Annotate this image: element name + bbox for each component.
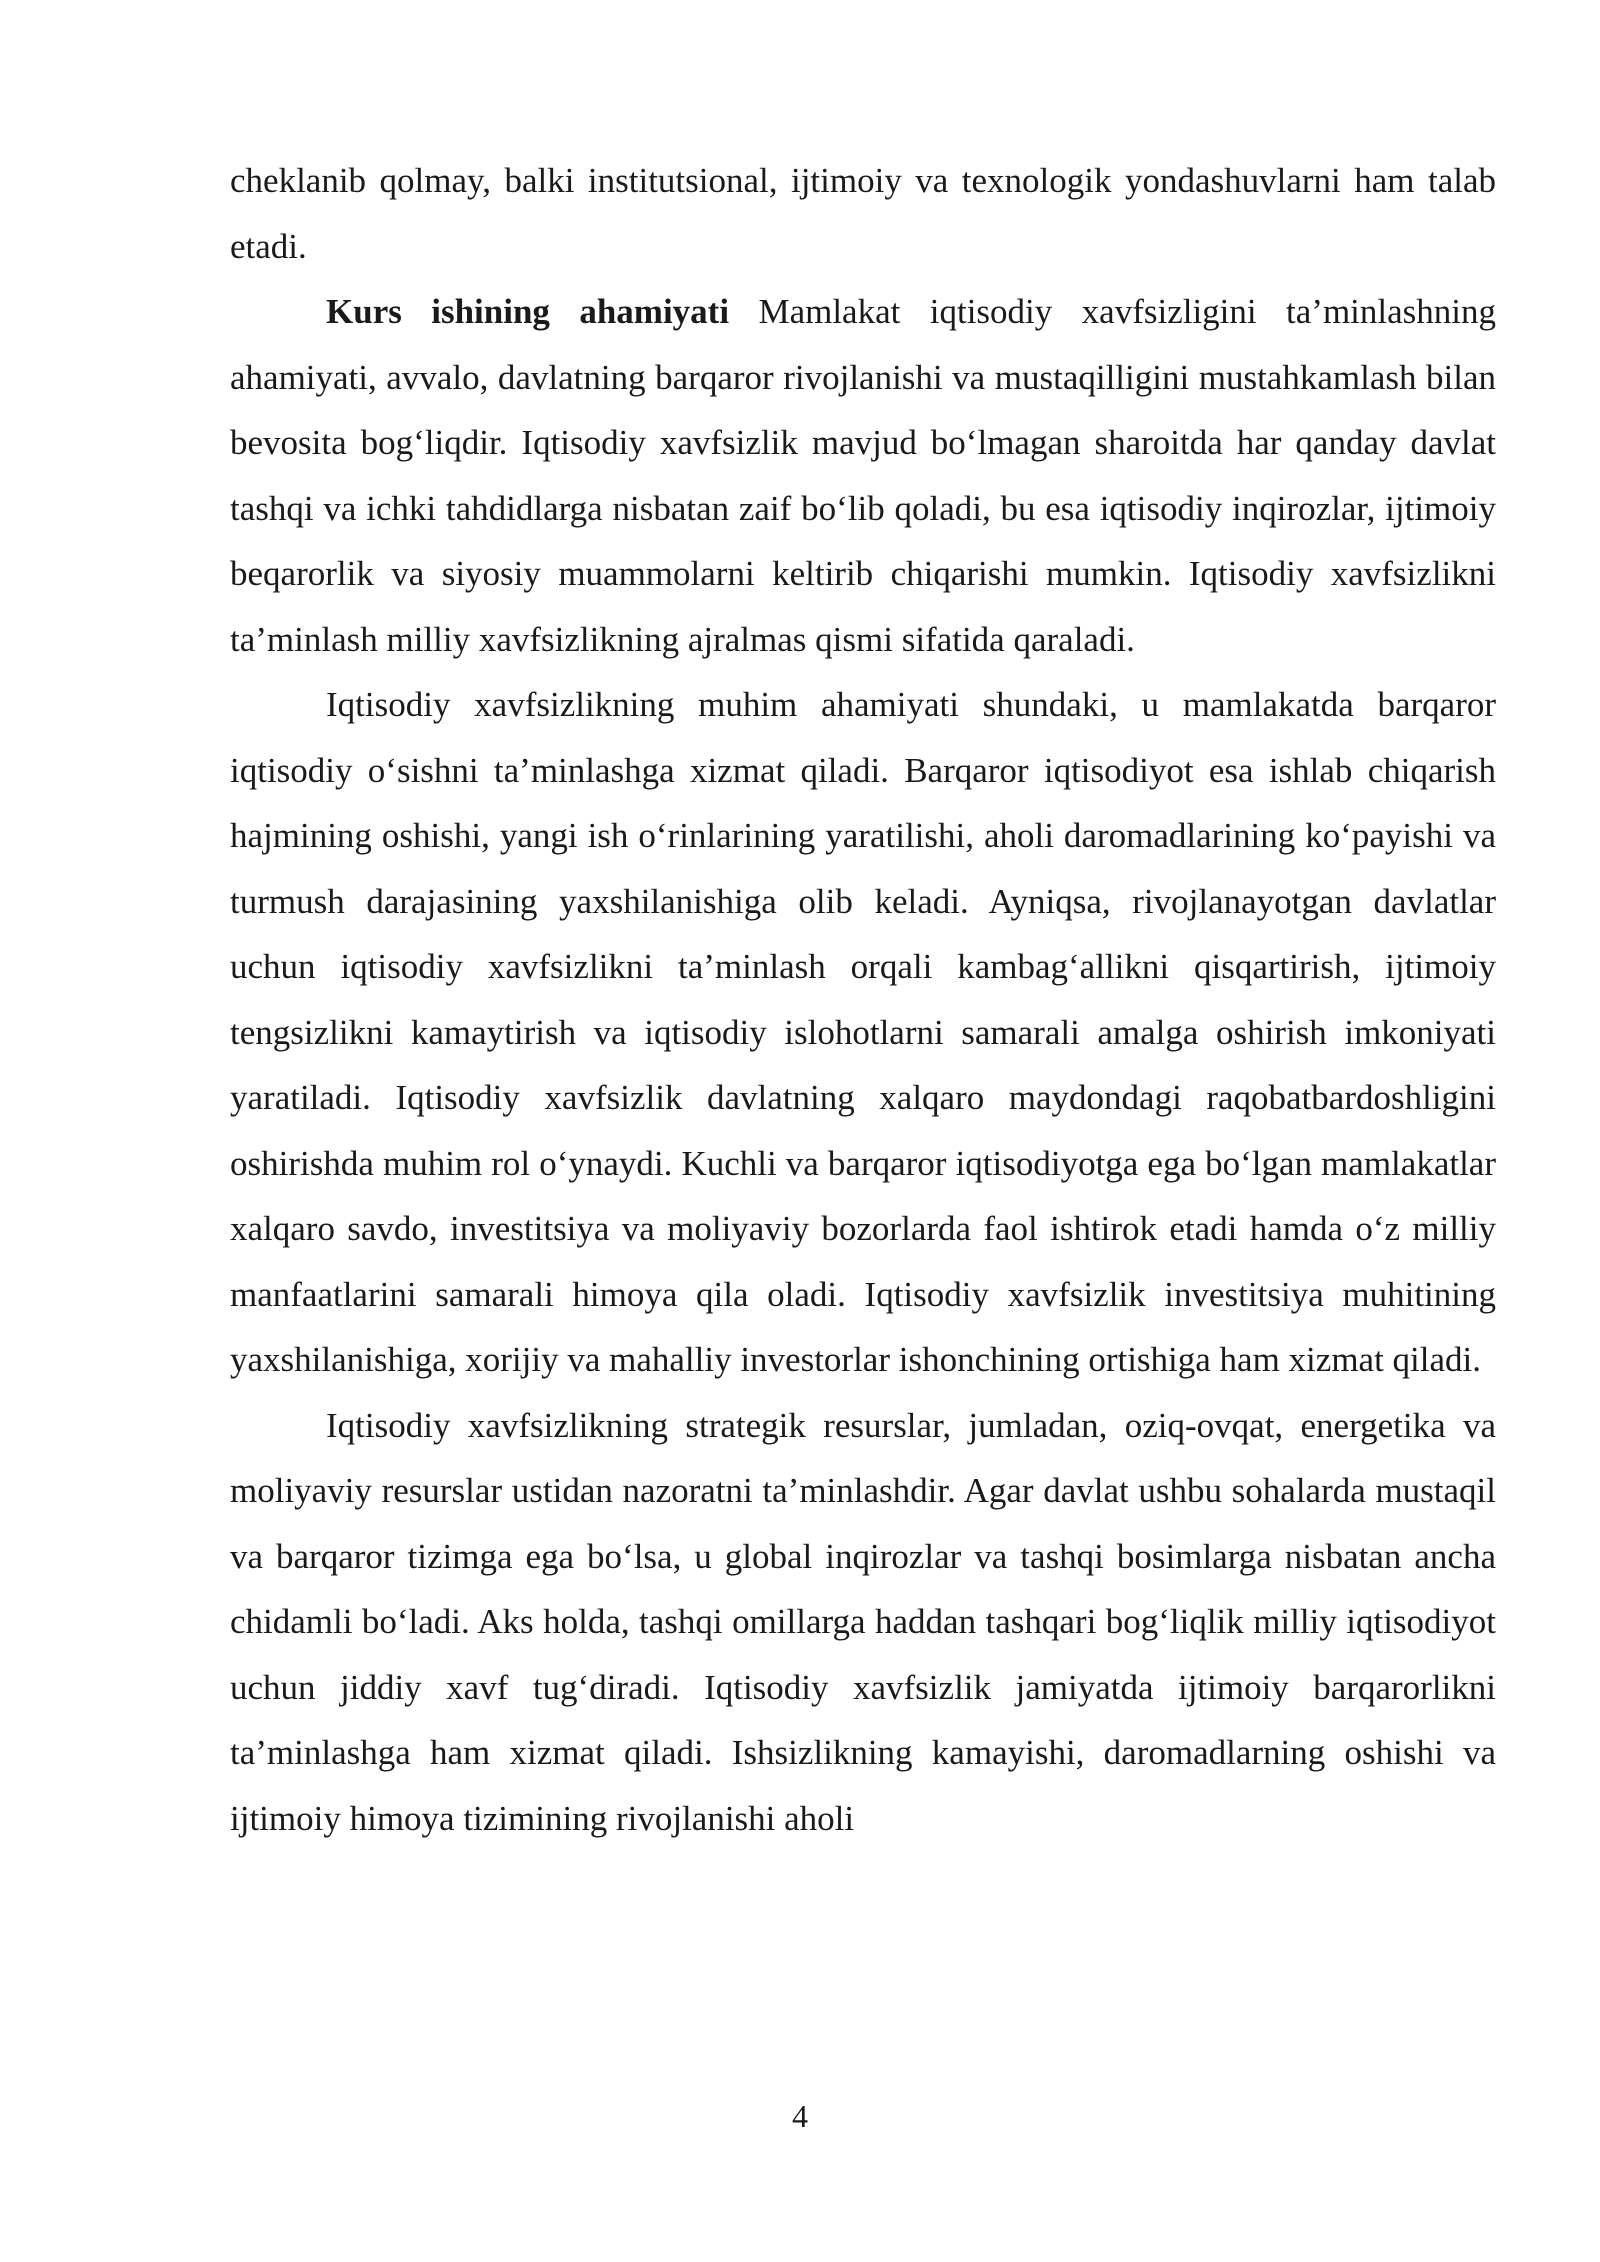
paragraph-continuation: [230, 148, 1496, 279]
paragraph-text: Iqtisodiy xavfsizlikning muhim ahamiyati shundaki, u mamlakatda barqaror iqtisodiy o‘sishni ta’minlashga xizmat qiladi. Barqaror iqtisodiyot esa ishlab chiqarish hajmining oshishi, yangi ish o‘rinlarining yaratilishi, aholi daromadlarining ko‘payishi va turmush darajasining yaxshilanishiga olib keladi. Ayniqsa, rivojlanayotgan davlatlar uchun iqtisodiy xavfsizlikni ta’minlash orqali kambag‘allikni qisqartirish, ijtimoiy tengsizlikni kamaytirish va iqtisodiy islohotlarni samarali amalga oshirish imkoniyati yaratiladi. Iqtisodiy xavfsizlik davlatning xalqaro maydondagi raqobatbardoshligini oshirishda muhim rol o‘ynaydi. Kuchli va barqaror iqtisodiyotga ega bo‘lgan mamlakatlar xalqaro savdo, investitsiya va moliyaviy bozorlarda faol ishtirok etadi hamda o‘z milliy manfaatlarini samarali himoya qila oladi. Iqtisodiy xavfsizlik investitsiya muhitining yaxshilanishiga, xorijiy va mahalliy investorlar ishonchining ortishiga ham xizmat qiladi.: [230, 685, 1496, 1379]
paragraph-text: cheklanib qolmay, balki institutsional, ijtimoiy va texnologik yondashuvlarni ham talab etadi.: [230, 161, 1496, 266]
paragraph-significance: [230, 279, 1496, 672]
paragraph-text: Mamlakat iqtisodiy xavfsizligini ta’minlashning ahamiyati, avvalo, davlatning barqaror rivojlanishi va mustaqilligini mustahkamlash bilan bevosita bog‘liqdir. Iqtisodiy xavfsizlik mavjud bo‘lmagan sharoitda har qanday davlat tashqi va ichki tahdidlarga nisbatan zaif bo‘lib qoladi, bu esa iqtisodiy inqirozlar, ijtimoiy beqarorlik va siyosiy muammolarni keltirib chiqarishi mumkin. Iqtisodiy xavfsizlikni ta’minlash milliy xavfsizlikning ajralmas qismi sifatida qaraladi.: [230, 292, 1496, 659]
paragraph-importance: [230, 672, 1496, 1393]
section-heading: Kurs ishining ahamiyati: [326, 292, 730, 331]
paragraph-text: Iqtisodiy xavfsizlikning strategik resurslar, jumladan, oziq-ovqat, energetika va moliyaviy resurslar ustidan nazoratni ta’minlashdir. Agar davlat ushbu sohalarda mustaqil va barqaror tizimga ega bo‘lsa, u global inqirozlar va tashqi bosimlarga nisbatan ancha chidamli bo‘ladi. Aks holda, tashqi omillarga haddan tashqari bog‘liqlik milliy iqtisodiyot uchun jiddiy xavf tug‘diradi. Iqtisodiy xavfsizlik jamiyatda ijtimoiy barqarorlikni ta’minlashga ham xizmat qiladi. Ishsizlikning kamayishi, daromadlarning oshishi va ijtimoiy himoya tizimining rivojlanishi aholi: [230, 1405, 1496, 1838]
page-number: 4: [792, 2098, 808, 2134]
body-text: [230, 148, 1496, 1851]
paragraph-strategic-resources: [230, 1393, 1496, 1852]
